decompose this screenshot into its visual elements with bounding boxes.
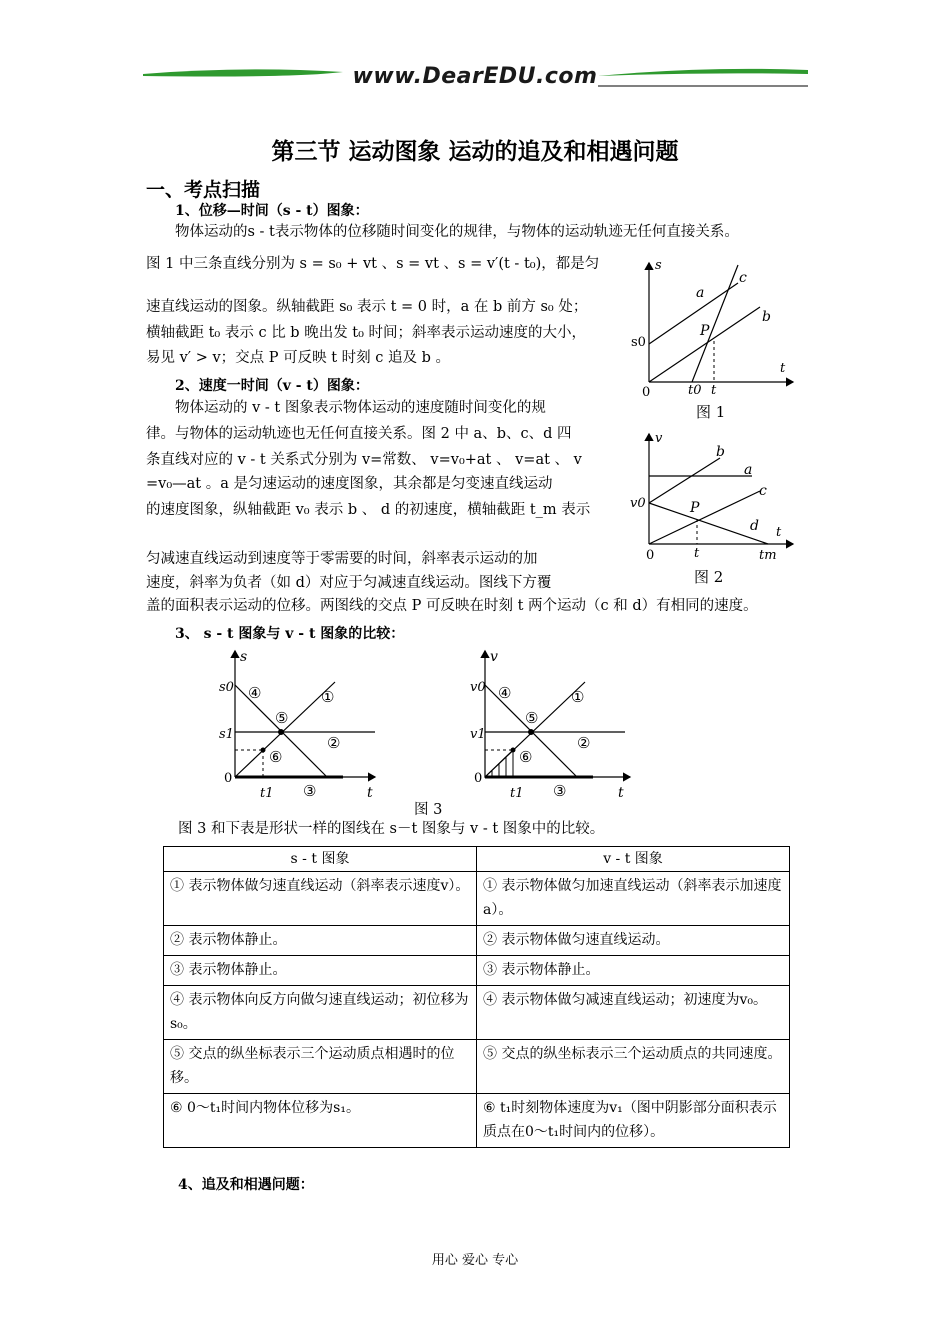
table-row	[164, 956, 790, 986]
section-heading: 一、考点扫描	[146, 179, 261, 201]
fig1-label-a: a	[696, 285, 705, 301]
page-footer: 用心 爱心 专心	[431, 1253, 519, 1268]
fig3l-mark-5: ⑤	[275, 709, 289, 727]
site-logo[interactable]: www.DearEDU.com	[352, 64, 598, 89]
fig1-label-t: t	[780, 361, 786, 376]
page-title: 第三节 运动图象 运动的追及和相遇问题	[271, 138, 679, 165]
item1-line-5: 易见 v′ > v；交点 P 可反映 t 时刻 c 追及 b 。	[146, 350, 451, 366]
item2-line-6: 匀减速直线运动到速度等于零需要的时间，斜率表示运动的加	[146, 551, 538, 567]
fig3r-mark-6: ⑥	[519, 748, 533, 766]
item2-line-5: 的速度图象，纵轴截距 v₀ 表示 b 、 d 的初速度，横轴截距 t_m 表示	[146, 502, 591, 518]
fig3l-label-s0: s0	[219, 680, 234, 695]
fig1-label-s0: s0	[631, 335, 646, 350]
fig1-line-c	[692, 265, 738, 382]
table-row	[164, 986, 790, 1040]
table-header-st: s - t 图象	[164, 847, 477, 872]
fig3r-label-v: v	[490, 649, 498, 665]
table-header-vt: v - t 图象	[477, 847, 790, 872]
table-row	[164, 926, 790, 956]
fig3r-label-zero: 0	[474, 771, 483, 786]
fig3l-label-zero: 0	[224, 771, 233, 786]
fig3r-label-v0: v0	[470, 680, 486, 695]
figure-3-right	[470, 645, 640, 805]
fig3l-mark-3: ③	[303, 782, 317, 800]
fig3l-label-t1: t1	[260, 786, 274, 801]
fig3r-label-t1: t1	[510, 786, 524, 801]
fig3l-label-s1: s1	[219, 727, 234, 742]
figure-2	[628, 428, 798, 588]
table-cell: ② 表示物体做匀速直线运动。	[477, 926, 790, 956]
item4-heading: 4、追及和相遇问题：	[178, 1177, 314, 1193]
fig3r-mark-4: ④	[498, 684, 512, 702]
fig3l-mark-4: ④	[248, 684, 262, 702]
table-row	[164, 1094, 790, 1148]
item2-line-3: 条直线对应的 v - t 关系式分别为 v=常数、 v=v₀+at 、 v=at 、 v	[146, 452, 582, 468]
fig2-label-v: v	[655, 431, 663, 446]
fig3r-label-v1: v1	[470, 727, 486, 742]
fig1-label-s: s	[655, 258, 662, 273]
item1-line-2: 图 1 中三条直线分别为 s = s₀ + vt 、s = vt 、s = v′(t - t₀)，都是匀	[146, 256, 600, 272]
table-cell: ⑤ 交点的纵坐标表示三个运动质点的共同速度。	[477, 1040, 790, 1094]
item1-line-3: 速直线运动的图象。纵轴截距 s₀ 表示 t = 0 时，a 在 b 前方 s₀ 处；	[146, 299, 588, 315]
fig2-line-b	[649, 458, 720, 503]
fig3l-point-5	[278, 729, 284, 735]
fig1-label-zero: 0	[642, 385, 651, 400]
item2-line-4: =v₀—at 。a 是匀速运动的速度图象，其余都是匀变速直线运动	[146, 476, 553, 492]
fig1-label-p: P	[700, 323, 710, 339]
fig3r-point-6	[511, 748, 516, 753]
table-cell: ④ 表示物体向反方向做匀速直线运动；初位移为s₀。	[164, 986, 477, 1040]
fig2-label-b: b	[716, 444, 725, 460]
fig3l-mark-1: ①	[321, 688, 335, 706]
fig2-label-c: c	[759, 483, 767, 499]
item2-line-7: 速度，斜率为负者（如 d）对应于匀减速直线运动。图线下方覆	[146, 575, 552, 591]
fig3-description: 图 3 和下表是形状一样的图线在 s－t 图象与 v - t 图象中的比较。	[178, 821, 605, 837]
fig2-label-a: a	[744, 462, 753, 478]
item2-line-8: 盖的面积表示运动的位移。两图线的交点 P 可反映在时刻 t 两个运动（c 和 d）有相同的速度。	[146, 598, 758, 614]
fig3-caption: 图 3	[414, 802, 443, 818]
item3-heading: 3、 s - t 图象与 v - t 图象的比较：	[175, 626, 405, 642]
table-row	[164, 1040, 790, 1094]
fig2-label-p: P	[690, 500, 700, 516]
figure-1	[628, 255, 798, 425]
fig2-label-v0: v0	[630, 496, 646, 511]
table-cell: ③ 表示物体静止。	[164, 956, 477, 986]
fig3l-label-t: t	[367, 785, 373, 801]
item1-heading: 1、位移—时间（s - t）图象：	[175, 203, 369, 219]
table-header-row	[164, 847, 790, 872]
table-cell: ④ 表示物体做匀减速直线运动；初速度为v₀。	[477, 986, 790, 1040]
fig1-label-t0: t0	[688, 383, 702, 398]
table-cell: ⑥ 0～t₁时间内物体位移为s₁。	[164, 1094, 477, 1148]
fig3r-label-t: t	[618, 785, 624, 801]
item1-line-1: 物体运动的s - t表示物体的位移随时间变化的规律，与物体的运动轨迹无任何直接关系。	[175, 224, 739, 240]
fig3l-mark-2: ②	[327, 734, 341, 752]
fig2-label-tm: tm	[759, 548, 777, 563]
comparison-table	[163, 846, 790, 1148]
fig1-label-t-tick: t	[711, 383, 717, 398]
fig3r-mark-5: ⑤	[525, 709, 539, 727]
fig3r-mark-2: ②	[577, 734, 591, 752]
fig1-label-b: b	[762, 309, 771, 325]
table-cell: ① 表示物体做匀加速直线运动（斜率表示加速度a）。	[477, 872, 790, 926]
figure-3-left	[215, 645, 385, 805]
table-cell: ① 表示物体做匀速直线运动（斜率表示速度v）。	[164, 872, 477, 926]
item2-line-2: 律。与物体的运动轨迹也无任何直接关系。图 2 中 a、b、c、d 四	[146, 426, 572, 442]
item2-line-1: 物体运动的 v - t 图象表示物体运动的速度随时间变化的规	[175, 400, 546, 416]
item1-line-4: 横轴截距 t₀ 表示 c 比 b 晚出发 t₀ 时间；斜率表示运动速度的大小，	[146, 325, 587, 341]
table-cell: ⑤ 交点的纵坐标表示三个运动质点相遇时的位移。	[164, 1040, 477, 1094]
fig1-caption: 图 1	[696, 403, 726, 421]
table-cell: ⑥ t₁时刻物体速度为v₁（图中阴影部分面积表示质点在0～t₁时间内的位移）。	[477, 1094, 790, 1148]
item2-heading: 2、速度一时间（v - t）图象：	[175, 378, 369, 394]
fig2-label-t: t	[776, 525, 782, 540]
fig3r-mark-3: ③	[553, 782, 567, 800]
fig3r-point-5	[528, 729, 534, 735]
fig1-line-a	[649, 283, 738, 344]
fig3l-mark-6: ⑥	[269, 748, 283, 766]
fig2-label-d: d	[750, 518, 759, 534]
fig2-caption: 图 2	[694, 568, 724, 586]
fig1-line-b	[649, 307, 760, 382]
table-cell: ③ 表示物体静止。	[477, 956, 790, 986]
fig3l-point-6	[261, 748, 266, 753]
table-cell: ② 表示物体静止。	[164, 926, 477, 956]
fig3l-label-s: s	[240, 649, 248, 665]
fig2-label-t-tick: t	[694, 546, 700, 561]
fig2-label-zero: 0	[646, 548, 655, 563]
fig1-label-c: c	[739, 270, 747, 286]
fig3r-mark-1: ①	[571, 688, 585, 706]
table-row	[164, 872, 790, 926]
